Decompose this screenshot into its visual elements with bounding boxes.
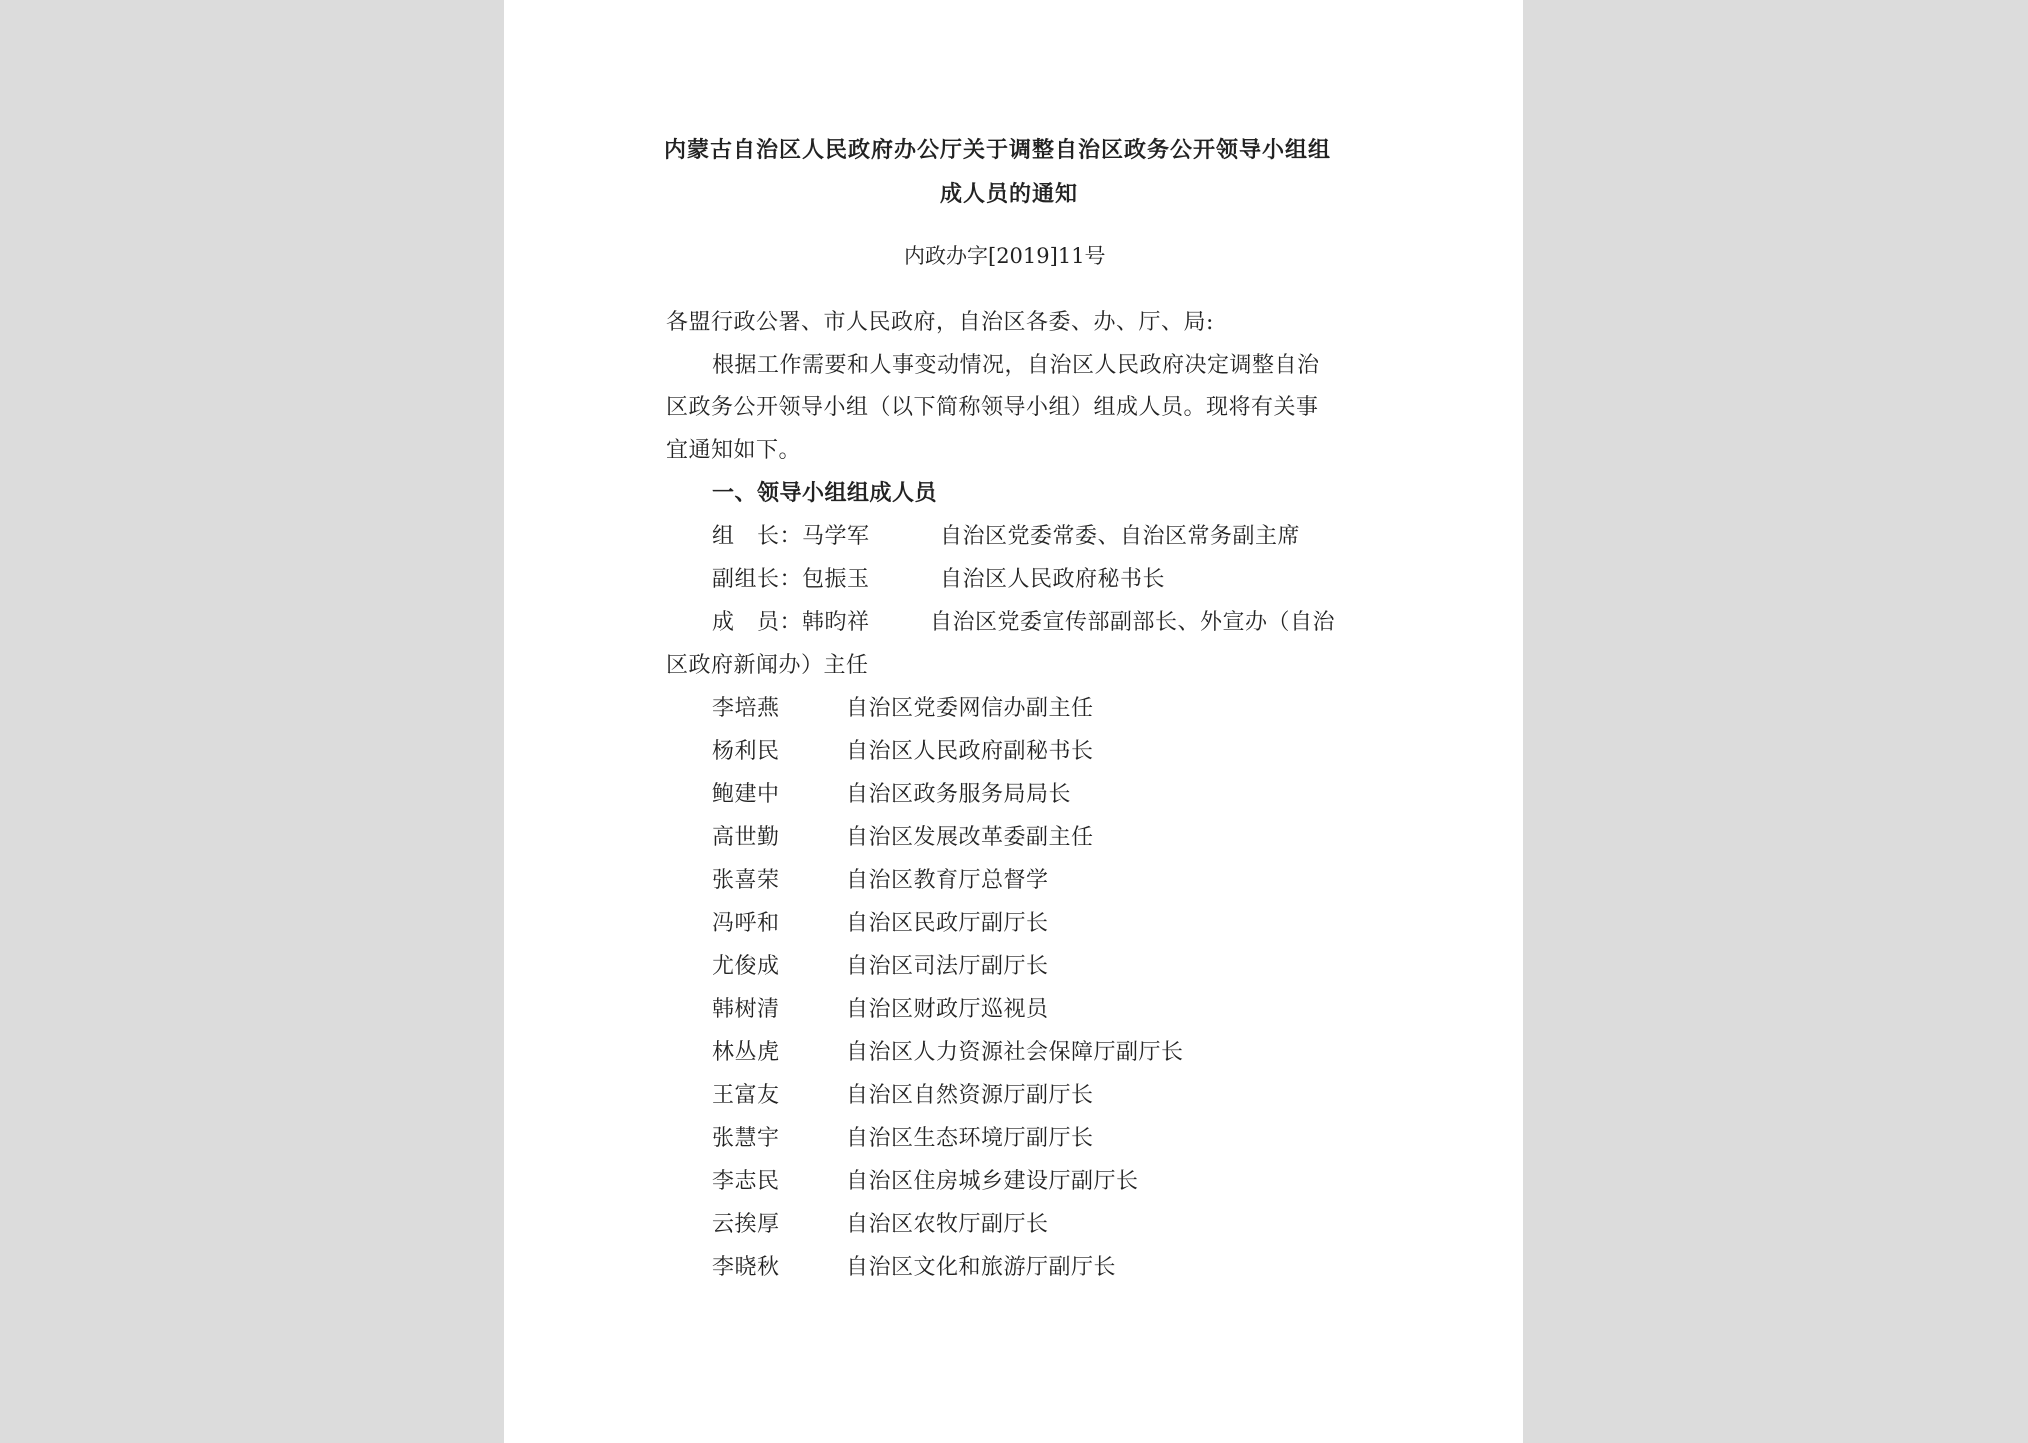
document-title-line2: 成人员的通知 bbox=[940, 181, 1079, 207]
member-name: 张喜荣 bbox=[712, 868, 780, 893]
member-name: 张慧宇 bbox=[712, 1126, 780, 1151]
member-name: 杨利民 bbox=[712, 739, 780, 764]
member-title: 自治区教育厅总督学 bbox=[846, 868, 1049, 893]
member-name: 李志民 bbox=[712, 1169, 780, 1194]
member-name: 冯呼和 bbox=[712, 911, 780, 936]
member-name: 韩树清 bbox=[712, 997, 780, 1022]
leader-role: 组 长：马学军 bbox=[712, 524, 870, 549]
member-title: 自治区文化和旅游厅副厅长 bbox=[846, 1255, 1117, 1280]
document-number: 内政办字[2019]11号 bbox=[904, 244, 1106, 268]
deputy-title: 自治区人民政府秘书长 bbox=[940, 567, 1166, 592]
body-line-2: 区政务公开领导小组（以下简称领导小组）组成人员。现将有关事 bbox=[666, 395, 1319, 420]
member-name: 李晓秋 bbox=[712, 1255, 780, 1280]
member-title: 自治区人民政府副秘书长 bbox=[846, 739, 1094, 764]
member-title: 自治区住房城乡建设厅副厅长 bbox=[846, 1169, 1139, 1194]
member-head-title-cont: 区政府新闻办）主任 bbox=[666, 653, 869, 678]
member-name: 李培燕 bbox=[712, 696, 780, 721]
member-title: 自治区司法厅副厅长 bbox=[846, 954, 1049, 979]
section-heading: 一、领导小组组成人员 bbox=[712, 480, 938, 506]
leader-title: 自治区党委常委、自治区常务副主席 bbox=[940, 524, 1301, 549]
member-title: 自治区农牧厅副厅长 bbox=[846, 1212, 1049, 1237]
member-title: 自治区生态环境厅副厅长 bbox=[846, 1126, 1094, 1151]
body-line-3: 宜通知如下。 bbox=[666, 438, 802, 463]
member-title: 自治区自然资源厅副厅长 bbox=[846, 1083, 1094, 1108]
member-name: 云挨厚 bbox=[712, 1212, 780, 1237]
deputy-role: 副组长：包振玉 bbox=[712, 567, 870, 592]
member-title: 自治区发展改革委副主任 bbox=[846, 825, 1094, 850]
member-head-role: 成 员：韩昀祥 bbox=[712, 610, 870, 635]
member-name: 鲍建中 bbox=[712, 782, 780, 807]
member-name: 尤俊成 bbox=[712, 954, 780, 979]
addressee: 各盟行政公署、市人民政府，自治区各委、办、厅、局: bbox=[666, 310, 1214, 335]
document-title-line1: 内蒙古自治区人民政府办公厅关于调整自治区政务公开领导小组组 bbox=[664, 137, 1332, 163]
body-line-1: 根据工作需要和人事变动情况，自治区人民政府决定调整自治 bbox=[712, 353, 1320, 378]
member-name: 王富友 bbox=[712, 1083, 780, 1108]
member-title: 自治区人力资源社会保障厅副厅长 bbox=[846, 1040, 1184, 1065]
document-page bbox=[504, 0, 1523, 1443]
member-title: 自治区民政厅副厅长 bbox=[846, 911, 1049, 936]
member-title: 自治区党委网信办副主任 bbox=[846, 696, 1094, 721]
member-head-title: 自治区党委宣传部副部长、外宣办（自治 bbox=[930, 610, 1336, 635]
member-name: 林丛虎 bbox=[712, 1040, 780, 1065]
member-title: 自治区财政厅巡视员 bbox=[846, 997, 1049, 1022]
member-name: 高世勤 bbox=[712, 825, 780, 850]
member-title: 自治区政务服务局局长 bbox=[846, 782, 1072, 807]
